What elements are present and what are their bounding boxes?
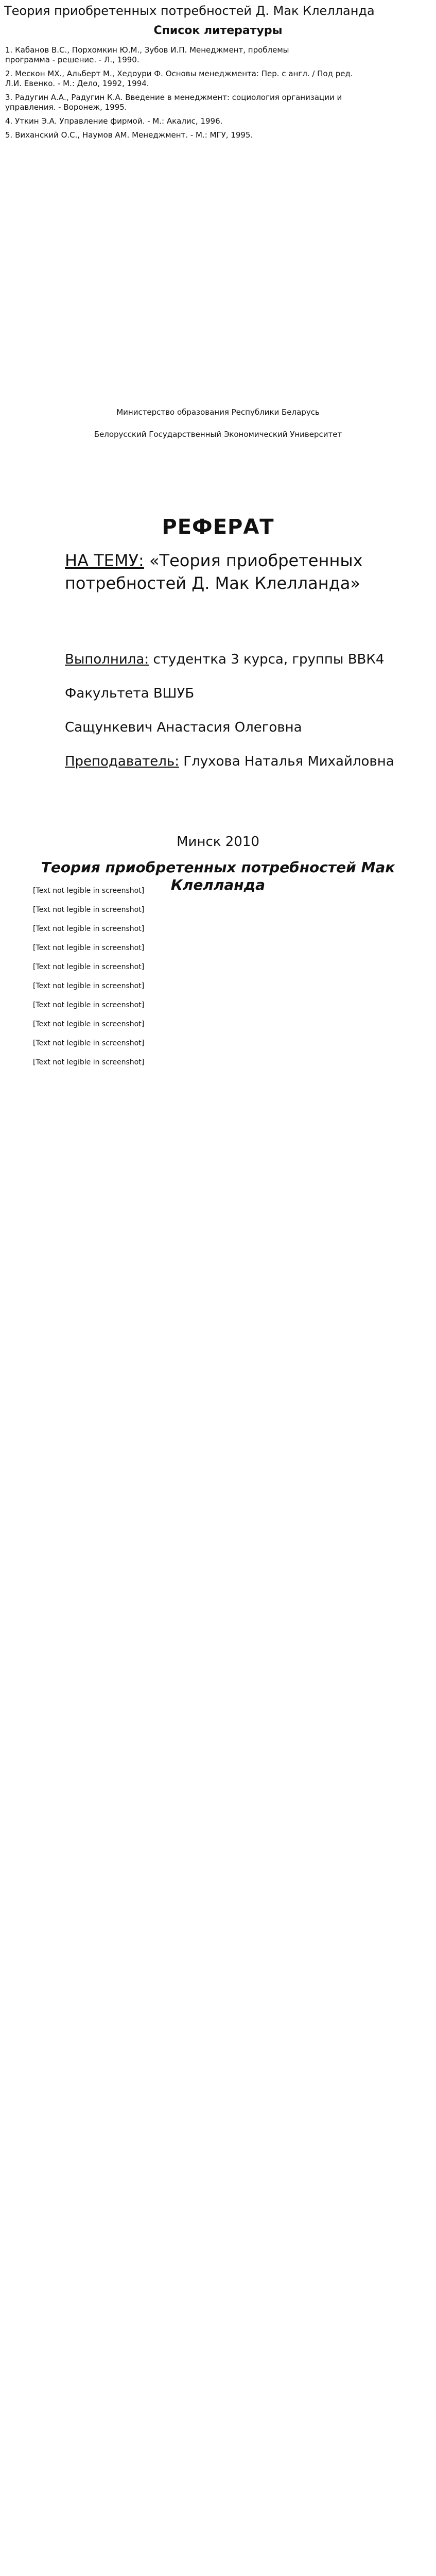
teacher-line [65, 752, 415, 771]
body-paragraph: [Text not legible in screenshot] [33, 1058, 145, 1066]
body-paragraph: [Text not legible in screenshot] [33, 1020, 145, 1028]
topic-label: НА ТЕМУ: [65, 551, 144, 570]
reference-item: 4. Уткин Э.А. Управление фирмой. - М.: Акалис, 1996. [5, 116, 223, 126]
references-title: Список литературы [153, 24, 283, 37]
city-year: Минск 2010 [177, 834, 259, 850]
reference-item: 5. Виханский О.С., Наумов AM. Менеджмент. - М.: МГУ, 1995. [5, 130, 253, 140]
student-name: Сащункевич Анастасия Олеговна [65, 720, 302, 735]
body-paragraph: [Text not legible in screenshot] [33, 1039, 145, 1047]
performed-text: студентка 3 курса, группы ВВК4 [153, 652, 385, 667]
university-line: Белорусский Государственный Экономический Университет [94, 430, 342, 439]
body-paragraph: [Text not legible in screenshot] [33, 925, 145, 933]
top-title: Теория приобретенных потребностей Д. Мак Клелланда [4, 4, 375, 18]
teacher-text: Глухова Наталья Михайловна [183, 754, 394, 769]
teacher-label: Преподаватель: [65, 754, 179, 769]
referat-heading: РЕФЕРАТ [162, 515, 274, 539]
references-list [5, 45, 431, 144]
reference-item: 3. Радугин А.А., Радугин К.А. Введение в менеджмент: социология организации и управления. - Воронеж, 1995. [5, 93, 342, 112]
body-paragraph: [Text not legible in screenshot] [33, 887, 145, 895]
body-paragraph: [Text not legible in screenshot] [33, 944, 145, 952]
body-paragraph: [Text not legible in screenshot] [33, 906, 145, 914]
reference-item: 2. Мескон МХ., Альберт М., Хедоури Ф. Основы менеджмента: Пер. с англ. / Под ред. Л.И. Евенко. - М.: Дело, 1992, 1994. [5, 69, 353, 88]
main-body [18, 886, 418, 1077]
main-title: Теория приобретенных потребностей Мак Клелланда [41, 859, 395, 893]
author-info [65, 650, 415, 786]
title-page-institution [0, 407, 436, 451]
ministry-line: Министерство образования Республики Беларусь [116, 408, 320, 417]
body-paragraph: [Text not legible in screenshot] [33, 982, 145, 990]
performed-line [65, 650, 415, 669]
topic-text: «Теория приобретенных потребностей Д. Мак Клелланда» [65, 551, 363, 593]
performed-label: Выполнила: [65, 652, 149, 667]
reference-item: 1. Кабанов В.С., Порхомкин Ю.М., Зубов И.П. Менеджмент, проблемы программа - решение. - Л., 1990. [5, 45, 289, 64]
faculty-line: Факультета ВШУБ [65, 686, 195, 701]
body-paragraph: [Text not legible in screenshot] [33, 1001, 145, 1009]
topic-block [65, 549, 394, 595]
body-paragraph: [Text not legible in screenshot] [33, 963, 145, 971]
